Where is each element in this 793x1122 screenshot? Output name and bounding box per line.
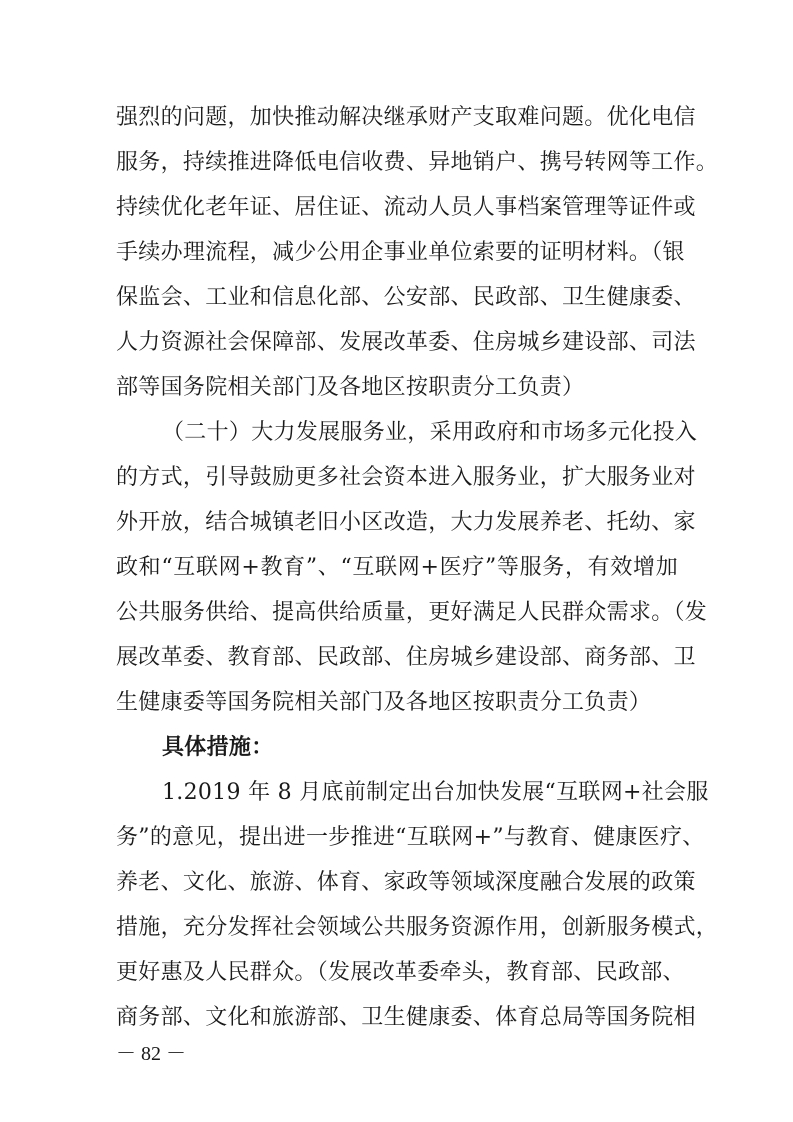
body-text-line: 展改革委、教育部、民政部、住房城乡建设部、商务部、卫 <box>116 645 696 670</box>
body-text-line: 强烈的问题，加快推动解决继承财产支取难问题。优化电信 <box>116 105 696 130</box>
paragraph-start-line: 1.2019 年 8 月底前制定出台加快发展“互联网+社会服 <box>162 780 709 805</box>
body-text-line: 外开放，结合城镇老旧小区改造，大力发展养老、托幼、家 <box>116 510 696 535</box>
body-text-line: 保监会、工业和信息化部、公安部、民政部、卫生健康委、 <box>116 285 696 310</box>
paragraph-start-line: （二十）大力发展服务业，采用政府和市场多元化投入 <box>162 420 698 445</box>
body-text-line: 持续优化老年证、居住证、流动人员人事档案管理等证件或 <box>116 195 696 220</box>
body-text-line: 手续办理流程，减少公用企事业单位索要的证明材料。（银 <box>116 240 685 265</box>
body-text-line: 公共服务供给、提高供给质量，更好满足人民群众需求。（发 <box>116 600 708 625</box>
body-text-line: 生健康委等国务院相关部门及各地区按职责分工负责） <box>116 690 652 715</box>
body-text-line: 商务部、文化和旅游部、卫生健康委、体育总局等国务院相 <box>116 1005 696 1030</box>
body-text-line: 务”的意见，提出进一步推进“互联网+”与教育、健康医疗、 <box>116 825 705 850</box>
section-heading: 具体措施： <box>162 735 274 760</box>
page-number: － 82 － <box>116 1043 186 1065</box>
body-text-line: 的方式，引导鼓励更多社会资本进入服务业，扩大服务业对 <box>116 465 696 490</box>
body-text-line: 措施，充分发挥社会领域公共服务资源作用，创新服务模式， <box>116 915 719 940</box>
body-text-line: 服务，持续推进降低电信收费、异地销户、携号转网等工作。 <box>116 150 719 175</box>
body-text-line: 部等国务院相关部门及各地区按职责分工负责） <box>116 375 585 400</box>
body-text-line: 更好惠及人民群众。（发展改革委牵头，教育部、民政部、 <box>116 960 685 985</box>
body-text-line: 政和“互联网+教育”、“互联网+医疗”等服务，有效增加 <box>116 555 678 580</box>
body-text-line: 养老、文化、旅游、体育、家政等领域深度融合发展的政策 <box>116 870 696 895</box>
body-text-line: 人力资源社会保障部、发展改革委、住房城乡建设部、司法 <box>116 330 696 355</box>
